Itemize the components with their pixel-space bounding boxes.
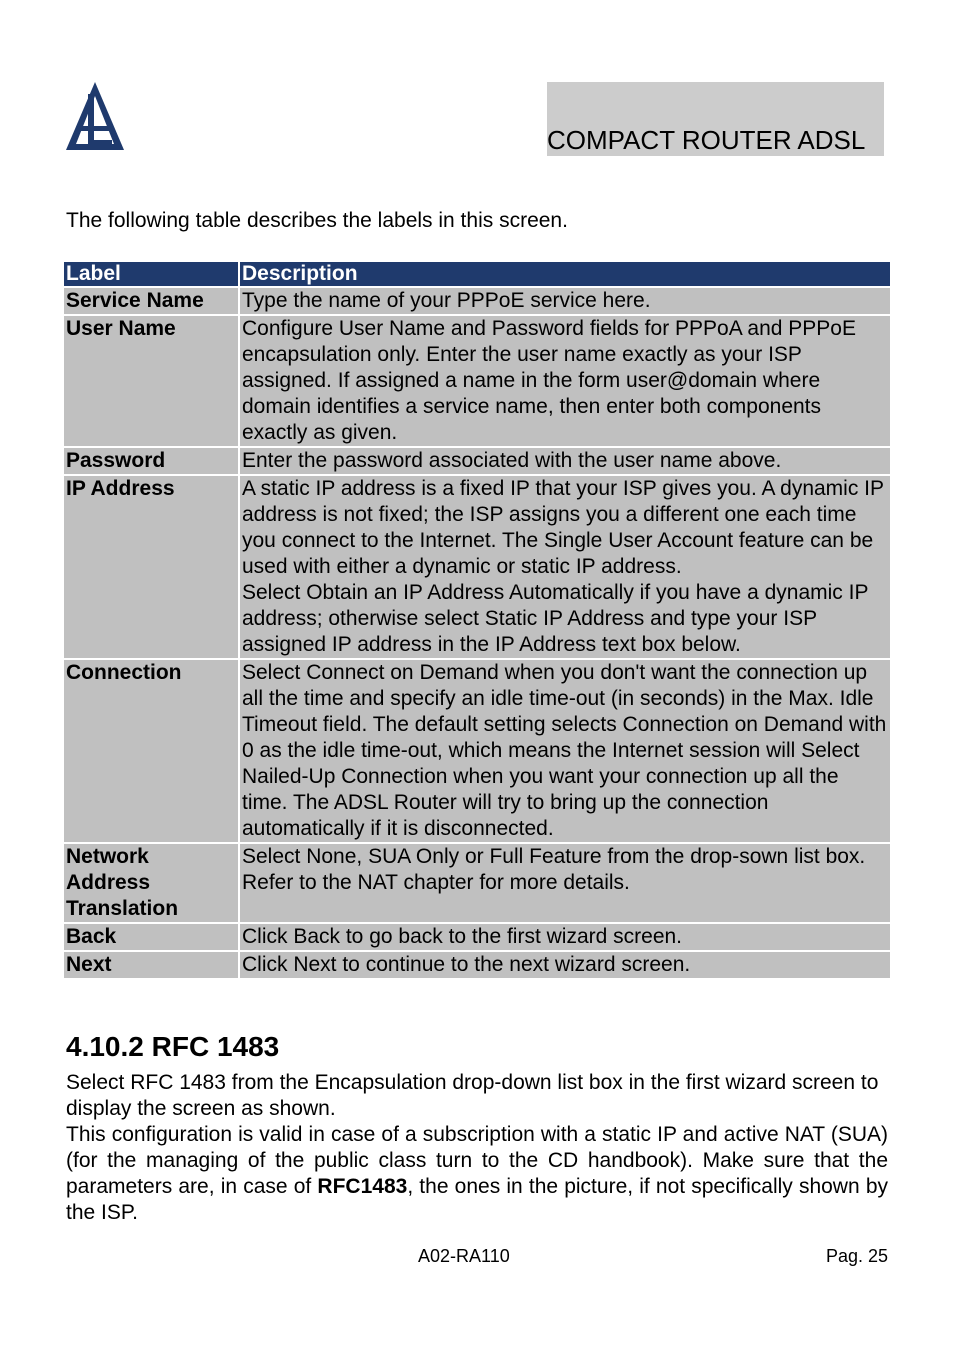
description-text: Click Next to continue to the next wizard screen. bbox=[242, 953, 691, 976]
description-text: Select Obtain an IP Address Automatically if you have a dynamic IP address; otherwise select Static IP Address and type your ISP assigned IP address in the IP Address text box below. bbox=[242, 581, 869, 656]
row-label: User Name bbox=[64, 316, 238, 446]
table-row bbox=[64, 448, 890, 474]
description-text: Select Connect on Demand when you don't want the connection up all the time and specify an idle time-out (in seconds) in the Max. Idle Timeout field. The default setting selects Connection on Demand with 0 as the idle time-out, which means the Internet session will Select Nailed-Up Connection when you want your connection up all the time. The ADSL Router will try to bring up the connection automatically if it is disconnected. bbox=[242, 661, 887, 840]
row-label: Password bbox=[64, 448, 238, 474]
section-body bbox=[66, 1070, 888, 1226]
row-label: Next bbox=[64, 952, 238, 978]
description-text: Type the name of your PPPoE service here. bbox=[242, 289, 651, 312]
row-description bbox=[240, 952, 890, 978]
paragraph-text: This configuration is valid in case of a subscription with a static IP and active NAT (SUA) (for the managing of the public class turn to the CD handbook). Make sure that the parameters are, in case of bbox=[66, 1123, 888, 1198]
row-description bbox=[240, 660, 890, 842]
row-description bbox=[240, 924, 890, 950]
table-row bbox=[64, 660, 890, 842]
description-text: Configure User Name and Password fields for PPPoA and PPPoE encapsulation only. Enter the user name exactly as your ISP assigned. If assigned a name in the form user@domain where domain identifies a service name, then enter both components exactly as given. bbox=[242, 317, 856, 444]
column-header-label: Label bbox=[64, 262, 238, 286]
footer-document-code: A02-RA110 bbox=[418, 1246, 510, 1266]
description-text: Click Back to go back to the first wizard screen. bbox=[242, 925, 683, 948]
table-row bbox=[64, 844, 890, 922]
row-label: Service Name bbox=[64, 288, 238, 314]
row-label: IP Address bbox=[64, 476, 238, 658]
description-text: A static IP address is a fixed IP that your ISP gives you. A dynamic IP address is not fixed; the ISP assigns you a different one each time you connect to the Internet. The Single User Account feature can be used with either a dynamic or static IP address. bbox=[242, 477, 884, 578]
row-description bbox=[240, 448, 890, 474]
table-row bbox=[64, 952, 890, 978]
labels-table bbox=[62, 260, 892, 980]
section-heading: 4.10.2 RFC 1483 bbox=[66, 1031, 280, 1062]
footer-page-number: Pag. 25 bbox=[825, 1246, 888, 1266]
paragraph bbox=[66, 1122, 888, 1226]
table-row bbox=[64, 924, 890, 950]
row-label: Network Address Translation bbox=[64, 844, 238, 922]
paragraph-text: , the ones in the picture, if not specifically shown by the ISP. bbox=[66, 1175, 888, 1224]
row-description bbox=[240, 316, 890, 446]
intro-text: The following table describes the labels in this screen. bbox=[66, 209, 568, 232]
row-description bbox=[240, 844, 890, 922]
table-row bbox=[64, 476, 890, 658]
document-title: COMPACT ROUTER ADSL bbox=[547, 125, 866, 155]
paragraph-bold-term: RFC1483 bbox=[317, 1175, 408, 1198]
paragraph: Select RFC 1483 from the Encapsulation drop-down list box in the first wizard screen to display the screen as shown. bbox=[66, 1071, 879, 1120]
row-description bbox=[240, 288, 890, 314]
row-label: Connection bbox=[64, 660, 238, 842]
column-header-description: Description bbox=[240, 262, 890, 286]
row-label: Back bbox=[64, 924, 238, 950]
table-row bbox=[64, 288, 890, 314]
atlantis-logo-icon bbox=[64, 82, 126, 152]
table-header-row bbox=[64, 262, 890, 286]
description-text: Select None, SUA Only or Full Feature from the drop-sown list box. Refer to the NAT chapter for more details. bbox=[242, 845, 866, 894]
description-text: Enter the password associated with the user name above. bbox=[242, 449, 782, 472]
table-row bbox=[64, 316, 890, 446]
row-description bbox=[240, 476, 890, 658]
